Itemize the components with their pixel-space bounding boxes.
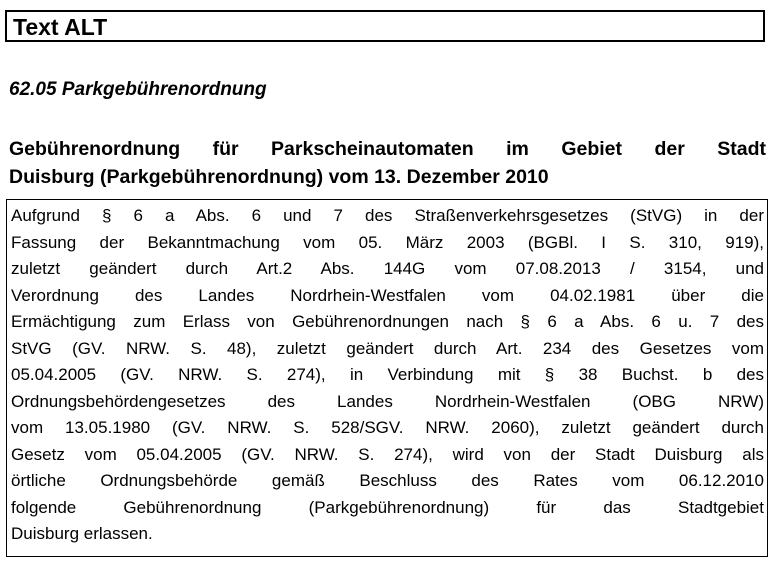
document-title-line: Gebührenordnung für Parkscheinautomaten im Gebiet der Stadt — [9, 138, 766, 160]
body-line: StVG (GV. NRW. S. 48), zuletzt geändert durch Art. 234 des Gesetzes vom — [11, 338, 764, 358]
body-line: vom 13.05.1980 (GV. NRW. S. 528/SGV. NRW. 2060), zuletzt geändert durch — [11, 418, 764, 437]
body-line: Ermächtigung zum Erlass von Gebührenordnungen nach § 6 a Abs. 6 u. 7 des — [11, 312, 764, 331]
body-line: folgende Gebührenordnung (Parkgebührenordnung) für das Stadtgebiet — [11, 497, 764, 517]
body-line: Aufgrund § 6 a Abs. 6 und 7 des Straßenverkehrsgesetzes (StVG) in der — [11, 206, 764, 225]
body-line: Duisburg erlassen. — [11, 524, 153, 543]
body-line: Verordnung des Landes Nordrhein-Westfalen vom 04.02.1981 über die — [11, 285, 764, 305]
header-box — [5, 10, 765, 42]
document-body-box — [6, 199, 768, 557]
document-title-line: Duisburg (Parkgebührenordnung) vom 13. Dezember 2010 — [9, 166, 549, 188]
document-title — [9, 135, 766, 191]
body-line: zuletzt geändert durch Art.2 Abs. 144G vom 07.08.2013 / 3154, und — [11, 259, 764, 278]
body-line: Ordnungsbehördengesetzes des Landes Nordrhein-Westfalen (OBG NRW) — [11, 391, 764, 411]
section-number-title: 62.05 Parkgebührenordnung — [9, 79, 267, 100]
body-line: Gesetz vom 05.04.2005 (GV. NRW. S. 274), wird von der Stadt Duisburg als — [11, 444, 764, 464]
body-line: Fassung der Bekanntmachung vom 05. März 2003 (BGBl. I S. 310, 919), — [11, 232, 764, 252]
header-title: Text ALT — [13, 14, 108, 40]
body-line: 05.04.2005 (GV. NRW. S. 274), in Verbindung mit § 38 Buchst. b des — [11, 365, 764, 384]
body-line: örtliche Ordnungsbehörde gemäß Beschluss des Rates vom 06.12.2010 — [11, 471, 764, 490]
document-body-text — [11, 203, 764, 548]
